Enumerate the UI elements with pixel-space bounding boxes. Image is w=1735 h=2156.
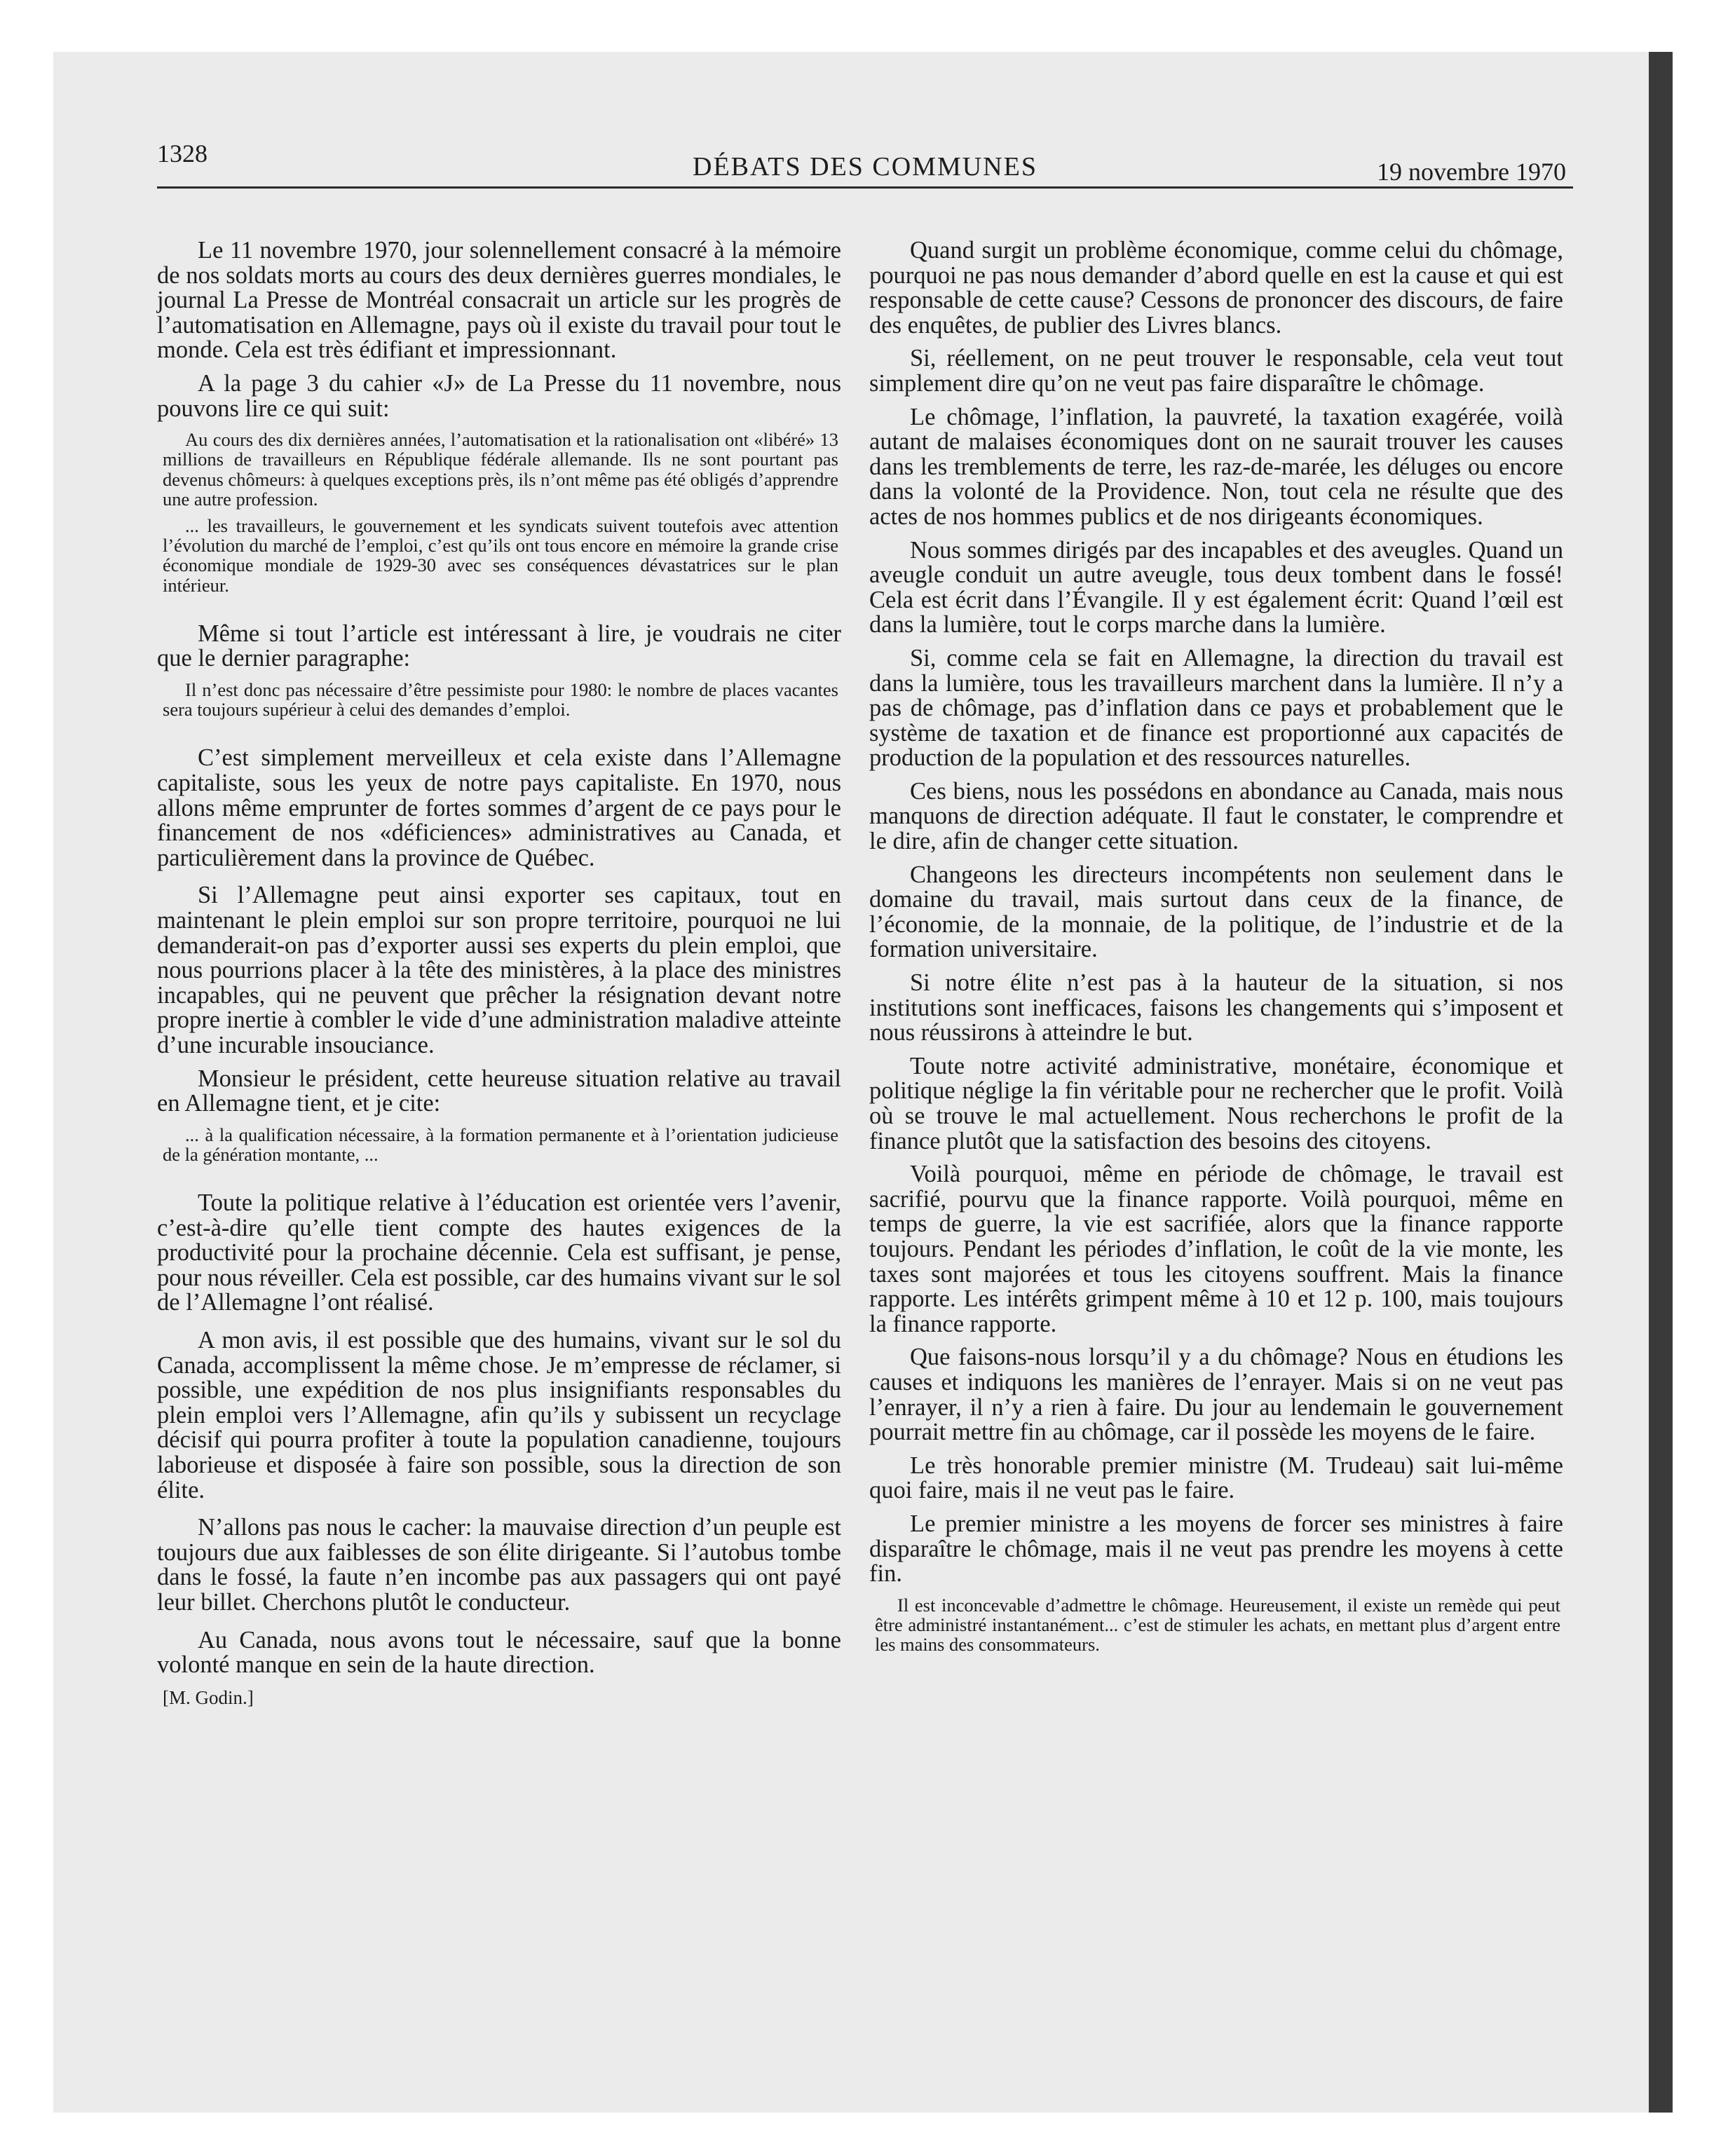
paragraph: Si l’Allemagne peut ainsi exporter ses capitaux, tout en maintenant le plein emploi sur son propre territoire, pourquoi ne lui demanderait-on pas d’exporter aussi ses experts du plein emploi, que nous pourrions placer à la tête des ministères, à la place des ministres incapables, qui ne peuvent que prêcher la résignation devant notre propre inertie à combler le vide d’une administration maladive atteinte d’une incurable insouciance. <box>157 882 841 1058</box>
page-number: 1328 <box>157 139 207 168</box>
paragraph: Si notre élite n’est pas à la hauteur de la situation, si nos institutions sont inefficaces, faisons les changements qui s’imposent et nous réussirons à atteindre le but. <box>869 969 1563 1046</box>
paragraph: Le 11 novembre 1970, jour solennellement consacré à la mémoire de nos soldats morts au cours des deux dernières guerres mondiales, le journal La Presse de Montréal consacrait un article sur les progrès de l’automatisation en Allemagne, pays où il existe du travail pour tout le monde. Cela est très édifiant et impressionnant. <box>157 237 841 364</box>
paragraph: Nous sommes dirigés par des incapables et des aveugles. Quand un aveugle conduit un autre aveugle, tous deux tombent dans le fossé! Cela est écrit dans l’Évangile. Il y est également écrit: Quand l’œil est dans la lumière, tout le corps marche dans la lumière. <box>869 536 1563 639</box>
paragraph: Voilà pourquoi, même en période de chômage, le travail est sacrifié, pourvu que la finance rapporte. Voilà pourquoi, même en temps de guerre, la vie est sacrifiée, alors que la finance rapporte toujours. Pendant les périodes d’inflation, le coût de la vie monte, les taxes sont majorées et tous les citoyens souffrent. Mais la finance rapporte. Les intérêts grimpent même à 10 et 12 p. 100, mais toujours la finance rapporte. <box>869 1161 1563 1337</box>
block-quote: ... les travailleurs, le gouvernement et les syndicats suivent toutefois avec attention l’évolution du marché de l’emploi, c’est qu’ils ont tous encore en mémoire la grande crise économique mondiale de 1929-30 avec ses conséquences dévastatrices sur le plan intérieur. <box>163 514 838 596</box>
page-header <box>157 139 1573 189</box>
speaker-attribution: [M. Godin.] <box>163 1686 254 1708</box>
left-column <box>157 238 841 1709</box>
paragraph: N’allons pas nous le cacher: la mauvaise direction d’un peuple est toujours due aux faiblesses de son élite dirigeante. Si l’autobus tombe dans le fossé, la faute n’en incombe pas aux passagers qui ont payé leur billet. Cherchons plutôt le conducteur. <box>157 1514 841 1616</box>
paragraph: Quand surgit un problème économique, comme celui du chômage, pourquoi ne pas nous demander d’abord quelle en est la cause et qui est responsable de cette cause? Cessons de prononcer des discours, de faire des enquêtes, de publier des Livres blancs. <box>869 237 1563 339</box>
paragraph: Si, réellement, on ne peut trouver le responsable, cela veut tout simplement dire qu’on ne veut pas faire disparaître le chômage. <box>869 345 1563 397</box>
paragraph: A la page 3 du cahier «J» de La Presse du 11 novembre, nous pouvons lire ce qui suit: <box>157 369 841 422</box>
right-column <box>869 238 1563 1661</box>
paragraph: A mon avis, il est possible que des humains, vivant sur le sol du Canada, accomplissent la même chose. Je m’empresse de réclamer, si possible, une expédition de nos plus insignifiants responsables du plein emploi vers l’Allemagne, afin qu’ils y subissent un recyclage décisif qui pourra profiter à toute la population canadienne, toujours laborieuse et disposée à faire son possible, sous la direction de son élite. <box>157 1327 841 1503</box>
paragraph: Le premier ministre a les moyens de forcer ses ministres à faire disparaître le chômage, mais il ne veut pas prendre les moyens à cette fin. <box>869 1510 1563 1588</box>
paragraph: Que faisons-nous lorsqu’il y a du chômage? Nous en étudions les causes et indiquons les manières de l’enrayer. Mais si on ne veut pas l’enrayer, il n’y a rien à faire. Du jour au lendemain le gouvernement pourrait mettre fin au chômage, car il possède les moyens de le faire. <box>869 1344 1563 1446</box>
paragraph: C’est simplement merveilleux et cela existe dans l’Allemagne capitaliste, sous les yeux de notre pays capitaliste. En 1970, nous allons même emprunter de fortes sommes d’argent de ce pays pour le financement de nos «déficiences» administratives au Canada, et particulièrement dans la province de Québec. <box>157 744 841 871</box>
paragraph: Au Canada, nous avons tout le nécessaire, sauf que la bonne volonté manque en sein de la haute direction. <box>157 1626 841 1679</box>
paragraph: Même si tout l’article est intéressant à lire, je voudrais ne citer que le dernier paragraphe: <box>157 620 841 672</box>
scan-edge-shadow <box>1649 52 1673 2113</box>
paragraph: Monsieur le président, cette heureuse situation relative au travail en Allemagne tient, et je cite: <box>157 1065 841 1117</box>
block-quote: Au cours des dix dernières années, l’automatisation et la rationalisation ont «libéré» 13 millions de travailleurs en République fédérale allemande. Ils ne sont pourtant pas devenus chômeurs: à quelques exceptions près, ils n’ont même pas été obligés d’apprendre une autre profession. <box>163 429 838 510</box>
paragraph: Toute notre activité administrative, monétaire, économique et politique néglige la fin véritable pour ne rechercher que le profit. Voilà où se trouve le mal actuellement. Nous recherchons le profit de la finance plutôt que la satisfaction des besoins des citoyens. <box>869 1052 1563 1154</box>
block-quote: Il est inconcevable d’admettre le chômage. Heureusement, il existe un remède qui peut être administré instantanément... c’est de stimuler les achats, en mettant plus d’argent entre les mains des consommateurs. <box>875 1594 1560 1656</box>
running-title: DÉBATS DES COMMUNES <box>693 152 1037 182</box>
block-quote: ... à la qualification nécessaire, à la formation permanente et à l’orientation judicieuse de la génération montante, ... <box>163 1124 838 1165</box>
paragraph: Changeons les directeurs incompétents non seulement dans le domaine du travail, mais surtout dans ceux de la finance, de l’économie, de la monnaie, de la politique, de l’industrie et de la formation universitaire. <box>869 861 1563 963</box>
paragraph: Le très honorable premier ministre (M. Trudeau) sait lui-même quoi faire, mais il ne veut pas le faire. <box>869 1452 1563 1504</box>
paragraph: Toute la politique relative à l’éducation est orientée vers l’avenir, c’est-à-dire qu’elle tient compte des hautes exigences de la productivité pour la prochaine décennie. Cela est suffisant, je pense, pour nous réveiller. Cela est possible, car des humains vivant sur le sol de l’Allemagne l’ont réalisé. <box>157 1189 841 1316</box>
header-date: 19 novembre 1970 <box>1377 158 1566 186</box>
paragraph: Le chômage, l’inflation, la pauvreté, la taxation exagérée, voilà autant de malaises économiques dont on ne saurait trouver les causes dans les tremblements de terre, les raz-de-marée, les déluges ou encore dans la volonté de la Providence. Non, tout cela ne résulte que des actes de nos hommes publics et de nos dirigeants économiques. <box>869 403 1563 530</box>
paragraph: Si, comme cela se fait en Allemagne, la direction du travail est dans la lumière, tous les travailleurs marchent dans la lumière. Il n’y a pas de chômage, pas d’inflation dans ce pays et probablement que le système de taxation et de finance est proportionné aux capacités de production de la population et des ressources naturelles. <box>869 644 1563 772</box>
paragraph: Ces biens, nous les possédons en abondance au Canada, mais nous manquons de direction adéquate. Il faut le constater, le comprendre et le dire, afin de changer cette situation. <box>869 777 1563 855</box>
block-quote: Il n’est donc pas nécessaire d’être pessimiste pour 1980: le nombre de places vacantes sera toujours supérieur à celui des demandes d’emploi. <box>163 678 838 721</box>
